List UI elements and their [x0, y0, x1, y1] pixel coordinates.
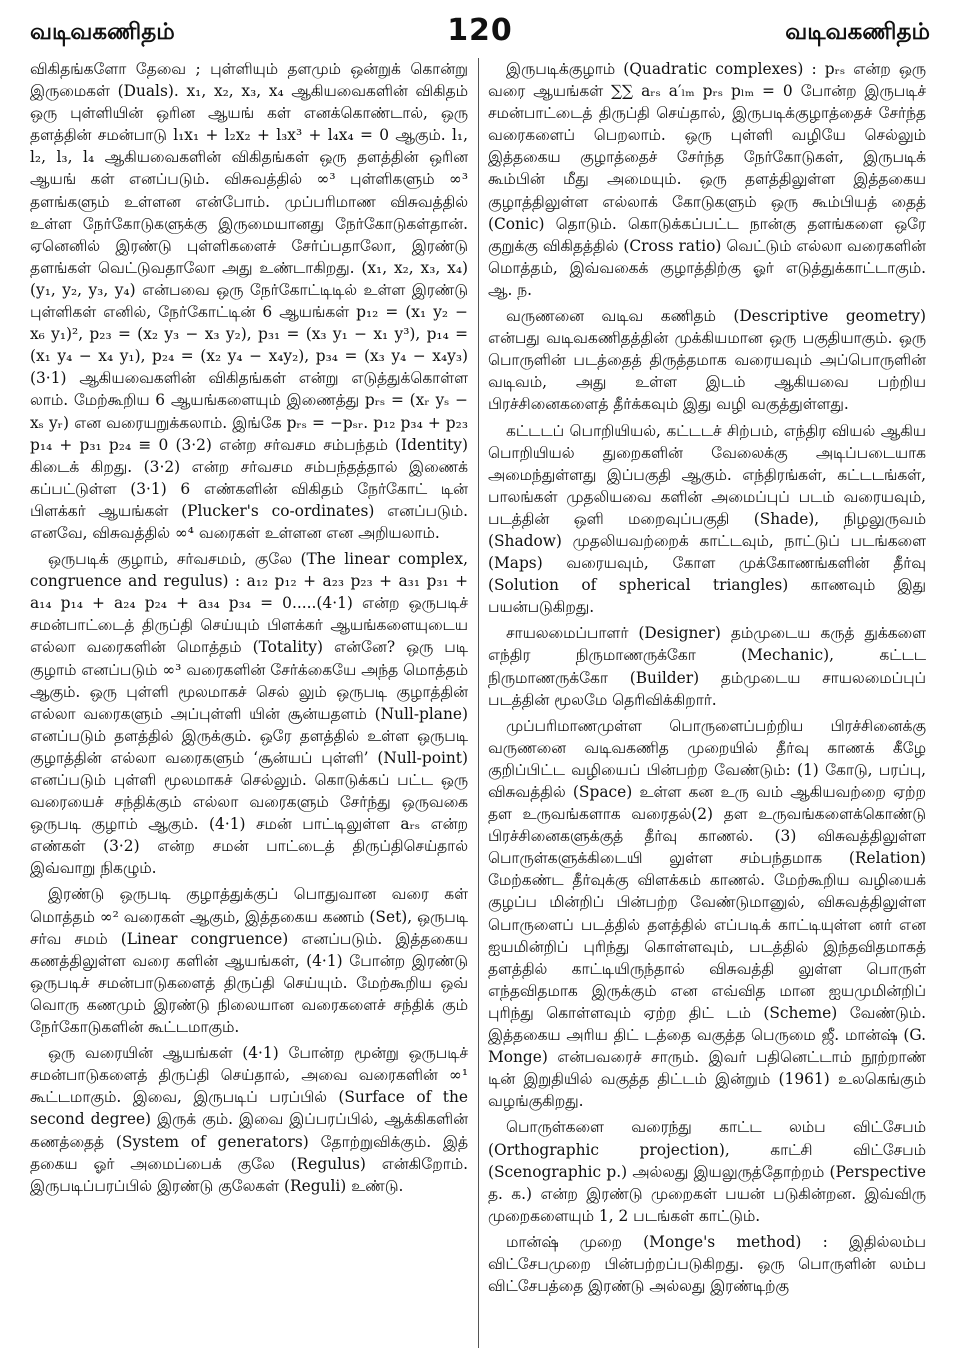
- left-column: [30, 58, 468, 1352]
- page-number: 120: [447, 13, 513, 48]
- paragraph: ஒரு வரையின் ஆயங்கள் (4·1) போன்ற மூன்று ஒருபடிச் சமன்பாடுகளைத் திருப்தி செய்தால், அவை வரைகளின் ∞¹ கூட்டமாகும். இவை, இருபடிப் பரப்பில் (Surface of the second degree) இருக் கும். இவை இப்பரப்பில், ஆக்கிகளின் கணத்தைத் (System of generators) தோற்றுவிக்கும். இத் தகைய ஓர் அமைப்பைக் குலே (Regulus) என்கிறோம். இருபடிப்பரப்பில் இரண்டு குலேகள் (Reguli) உண்டு.: [30, 1044, 468, 1195]
- paragraph: வருணனை வடிவ கணிதம் (Descriptive geometry) என்பது வடிவகணிதத்தின் முக்கியமான ஒரு பகுதியாகும். ஒரு பொருளின் படத்தைத் திருத்தமாக வரையவும் அப்பொருளின் வடிவம், அது உள்ள இடம் ஆகியவை பற்றிய பிரச்சினைகளைத் தீர்க்கவும் இது வழி வகுத்துள்ளது.: [488, 307, 926, 414]
- paragraph: இருபடிக்குழாம் (Quadratic complexes) : pᵣₛ என்ற ஒரு வரை ஆயங்கள் ∑∑ aᵣₛ a′ₗₘ pᵣₛ pₗₘ = 0 போன்ற இருபடிச் சமன்பாட்டைத் திருப்தி செய்தால், இருபடிக்குழாத்தைச் சேர்ந்த வரைகளைப் பெறலாம். ஒரு புள்ளி வழியே செல்லும் இத்தகைய குழாத்தைச் சேர்ந்த நேர்கோடுகள், இருபடிக் கூம்பின் மீது அமையும். ஒரு தளத்திலுள்ள இத்தகைய குழாத்திலுள்ள எல்லாக் கோடுகளும் ஒரு கூம்பியத் தைத் (Conic) தொடும். கொடுக்கப்பட்ட நான்கு தளங்களை ஒரே குறுக்கு விகிதத்தில் (Cross ratio) வெட்டும் எல்லா வரைகளின் மொத்தம், இவ்வகைக் குழாத்திற்கு ஓர் எடுத்துக்காட்டாகும். ஆ. ந.: [488, 60, 926, 299]
- paragraph: முப்பரிமாணமுள்ள பொருளைப்பற்றிய பிரச்சினைக்கு வருணனை வடிவகணித முறையில் தீர்வு காணக் கீழே குறிப்பிட்ட வழியைப் பின்பற்ற வேண்டும்: (1) கோடு, பரப்பு, விசுவத்தில் (Space) உள்ள கன உரு வம் ஆகியவற்றை ஏற்ற தள உருவங்களாக வரைதல்(2) தள உருவங்களைக்கொண்டு பிரச்சினைகளுக்குத் தீர்வு காணல். (3) விசுவத்திலுள்ள பொருள்களுக்கிடையி லுள்ள சம்பந்தமாக (Relation) மேற்கண்ட தீர்வுக்கு விளக்கம் காணல். மேற்கூறிய வழியைக் குழப்ப மின்றிப் பின்பற்ற வேண்டுமானுல், விசுவத்திலுள்ள பொருளைப் படத்தில் தளத்தில் எப்படிக் காட்டியுள்ள னர் என ஐயமின்றிப் புரிந்து கொள்ளவும், படத்தில் இந்தவிதமாகத் தளத்தில் காட்டியிருந்தால் விசுவத்தி லுள்ள பொருள் எந்தவிதமாக இருக்கும் என எவ்வித மான ஐயமுமின்றிப் புரிந்து கொள்ளவும் ஏற்ற திட் டம் (Scheme) வேண்டும். இத்தகைய அரிய திட் டத்தை வகுத்த பெருமை ஜீ. மான்ஷ் (G. Monge) என்பவரைச் சாரும். இவர் பதினெட்டாம் நூற்றாண் டின் இறுதியில் வகுத்த திட்டம் இன்றும் (1961) உலகெங்கும் வழங்குகிறது.: [488, 716, 926, 1111]
- running-title-right: வடிவகணிதம்: [785, 19, 930, 45]
- paragraph: இரண்டு ஒருபடி குழாத்துக்குப் பொதுவான வரை கள் மொத்தம் ∞² வரைகள் ஆகும், இத்தகைய கணம் (Set), ஒருபடி சர்வ சமம் (Linear congruence) எனப்படும். இத்தகைய கணத்திலுள்ள வரை களின் ஆயங்கள், (4·1) போன்ற இரண்டு ஒருபடிச் சமன்பாடுகளைத் திருப்தி செய்யும். மேற்கூறிய ஒவ் வொரு கணமும் இரண்டு நிலையான வரைகளைச் சந்திக் கும் நேர்கோடுகளின் கூட்டமாகும்.: [30, 885, 468, 1037]
- running-title-left: வடிவகணிதம்: [30, 19, 175, 45]
- paragraph: ஒருபடிக் குழாம், சர்வசமம், குலே (The linear complex, congruence and regulus) : a₁₂ p₁₂ + a₂₃ p₂₃ + a₃₁ p₃₁ + a₁₄ p₁₄ + a₂₄ p₂₄ + a₃₄ p₃₄ = 0.....(4·1) என்ற ஒருபடிச் சமன்பாட்டைத் திருப்தி செய்யும் பிளக்கர் ஆயங்களையுடைய எல்லா வரைகளின் மொத்தம் (Totality) என்னே? ஒரு படி குழாம் எனப்படும் ∞³ வரைகளின் சேர்க்கையே அந்த மொத்தம் ஆகும். ஒரு புள்ளி மூலமாகச் செல் லும் ஒருபடி குழாத்தின் எல்லா வரைகளும் அப்புள்ளி யின் சூன்யதளம் (Null-plane) எனப்படும் தளத்தில் இருக்கும். ஒரே தளத்தில் உள்ள ஒருபடி குழாத்தின் எல்லா வரைகளும் ‘சூன்யப் புள்ளி’ (Null-point) எனப்படும் புள்ளி மூலமாகச் செல்லும். கொடுக்கப் பட்ட ஒரு வரையைச் சந்திக்கும் எல்லா வரைகளும் சேர்ந்து ஒருவகை ஒருபடி குழாம் ஆகும். (4·1) சமன் பாட்டிலுள்ள aᵣₛ என்ற எண்கள் (3·2) என்ற சமன் பாட்டைத் திருப்திசெய்தால் இவ்வாறு நிகழும்.: [30, 550, 468, 878]
- column-divider: [478, 58, 479, 1348]
- paragraph: பொருள்களை வரைந்து காட்ட லம்ப விட்சேபம் (Orthographic projection), காட்சி விட்சேபம் (Scenographic p.) அல்லது இயலுருத்தோற்றம் (Perspective த. க.) என்ற இரண்டு முறைகள் பயன் படுகின்றன. இவ்விரு முறைகளையும் 1, 2 படங்கள் காட்டும்.: [488, 1118, 926, 1225]
- paragraph: மான்ஷ் முறை (Monge's method) : இதில்லம்ப விட்சேபமுறை பின்பற்றப்படுகிறது. ஒரு பொருளின் லம்ப விட்சேபத்தை இரண்டு அல்லது இரண்டிற்கு: [488, 1232, 926, 1296]
- paragraph: சாயலமைப்பாளர் (Designer) தம்முடைய கருத் துக்களை எந்திர நிருமாணருக்கோ (Mechanic), கட்டட நிருமாணருக்கோ (Builder) தம்முடைய சாயலமைப்புப் படத்தின் மூலமே தெரிவிக்கிறார்.: [488, 624, 926, 709]
- page-header: [30, 8, 930, 48]
- paragraph: விகிதங்களோ தேவை ; புள்ளியும் தளமும் ஒன்றுக் கொன்று இருமைகள் (Duals). x₁, x₂, x₃, x₄ ஆகியவைகளின் விகிதம் ஒரு புள்ளியின் ஒரின ஆயங் கள் எனக்கொண்டால், ஒரு தளத்தின் சமன்பாடு l₁x₁ + l₂x₂ + l₃x³ + l₄x₄ = 0 ஆகும். l₁, l₂, l₃, l₄ ஆகியவைகளின் விகிதங்கள் ஒரு தளத்தின் ஒரின ஆயங் கள் எனப்படும். விசுவத்தில் ∞³ புள்ளிகளும் ∞³ தளங்களும் உள்ளன என்போம். முப்பரிமாண விசுவத்தில் உள்ள நேர்கோடுகளுக்கு இருமையானது நேர்கோடுகள்தான். ஏனெனில் இரண்டு புள்ளிகளைச் சேர்ப்பதாலோ, இரண்டு தளங்கள் வெட்டுவதாலோ அது உண்டாகிறது. (x₁, x₂, x₃, x₄) (y₁, y₂, y₃, y₄) என்பவை ஒரு நேர்கோட்டிடில் உள்ள இரண்டு புள்ளிகள் எனில், நேர்கோட்டின் 6 ஆயங்கள் p₁₂ = (x₁ y₂ − x₆ y₁)², p₂₃ = (x₂ y₃ − x₃ y₂), p₃₁ = (x₃ y₁ − x₁ y³), p₁₄ = (x₁ y₄ − x₄ y₁), p₂₄ = (x₂ y₄ − x₄y₂), p₃₄ = (x₃ y₄ − x₄y₃) (3·1) ஆகியவைகளின் விகிதங்கள் என்று எடுத்துக்கொள்ள லாம். மேற்கூறிய 6 ஆயங்களையும் இணைத்து pᵣₛ = (xᵣ yₛ − xₛ yᵣ) என வரையறுக்கலாம். இங்கே pᵣₛ = −pₛᵣ. p₁₂ p₃₄ + p₂₃ p₁₄ + p₃₁ p₂₄ ≡ 0 (3·2) என்ற சர்வசம சம்பந்தம் (Identity) கிடைக் கிறது. (3·2) என்ற சர்வசம சம்பந்தத்தால் இணைக் கப்பட்டுள்ள (3·1) 6 எண்களின் விகிதம் நேர்கோட் டின் பிளக்கர் ஆயங்கள் (Plucker's co-ordinates) எனப்படும். எனவே, விசுவத்தில் ∞⁴ வரைகள் உள்ளன என அறியலாம்.: [30, 60, 468, 542]
- right-column: [488, 58, 926, 1352]
- paragraph: கட்டடப் பொறியியல், கட்டடச் சிற்பம், எந்திர வியல் ஆகிய பொறியியல் துறைகளின் வேலைக்கு அடிப்படையாக அமைந்துள்ளது இப்பகுதி ஆகும். எந்திரங்கள், கட்டடங்கள், பாலங்கள் முதலியவை களின் அமைப்புப் படம் வரையவும், படத்தின் ஒளி மறைவுப்பகுதி (Shade), நிழலுருவம் (Shadow) முதலியவற்றைக் காட்டவும், நாட்டுப் படங்களை (Maps) வரையவும், கோள முக்கோணங்களின் தீர்வு (Solution of spherical triangles) காணவும் இது பயன்படுகிறது.: [488, 421, 926, 617]
